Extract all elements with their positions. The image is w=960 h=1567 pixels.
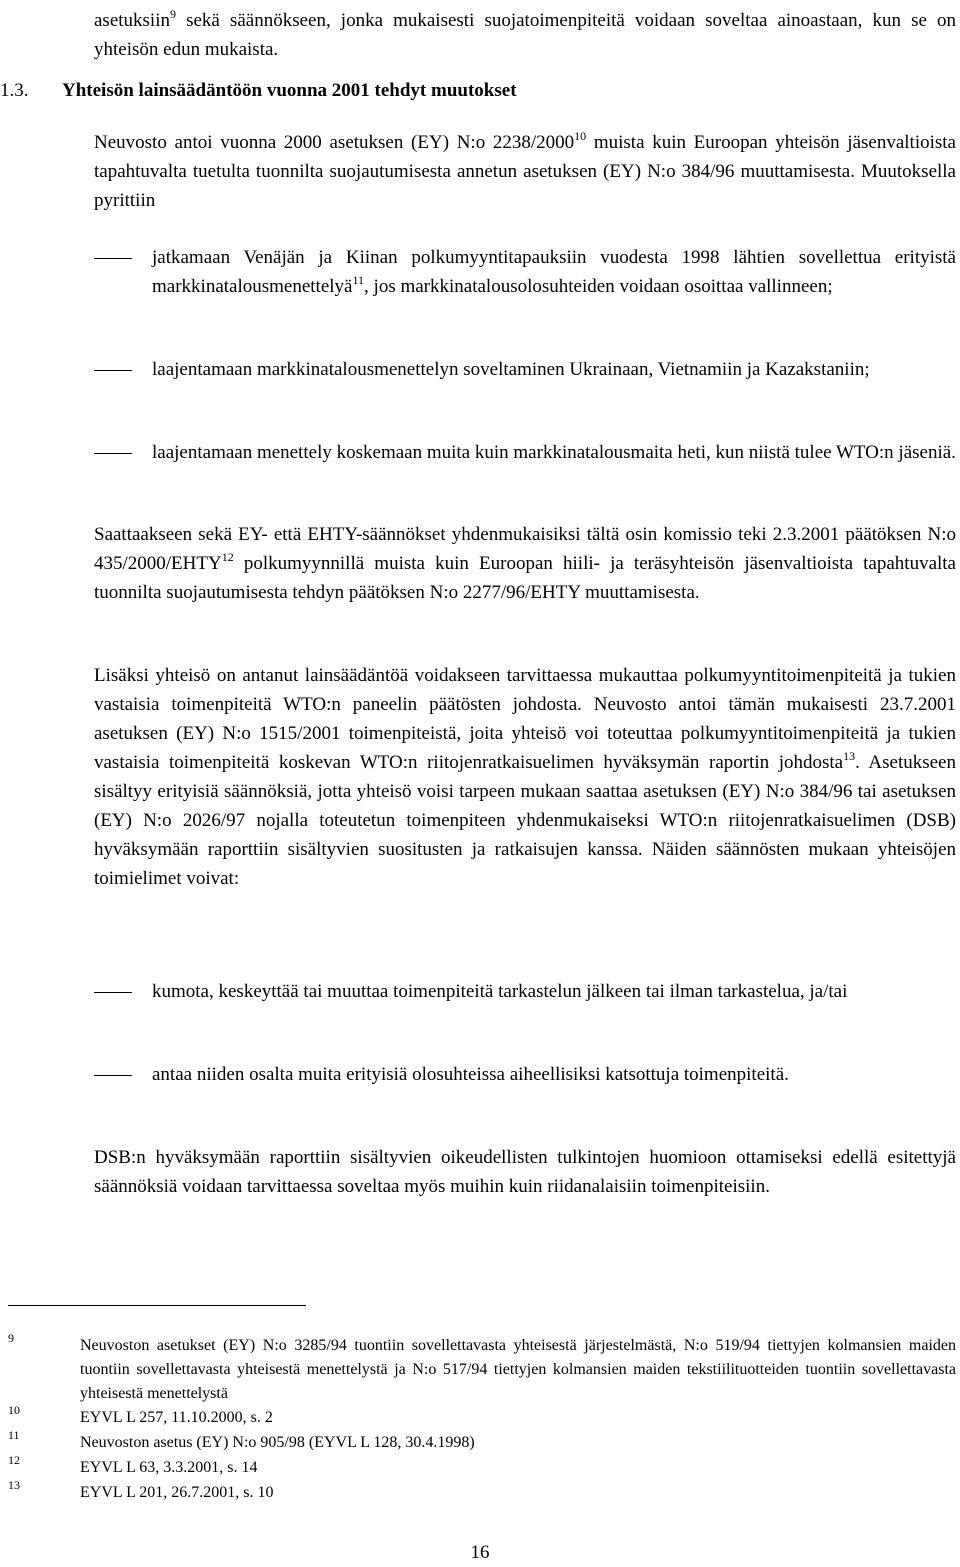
paragraph-3 [94,661,956,893]
intro-paragraph [94,6,956,64]
intro-text-a: asetuksiin [94,10,170,31]
footnote-number: 11 [8,1428,20,1442]
list-item [94,243,956,301]
para3-text-a: Lisäksi yhteisö on antanut lainsäädäntöä voidakseen tarvittaessa mukauttaa polkumyyntitoimenpiteitä ja tukien vastaisia toimenpiteitä WTO:n paneelin päätösten johdosta. Neuvosto antoi tämän mukaisesti 23.7.2001 asetuksen (EY) N:o 1515/2001 toimenpiteistä, joita yhteisö voi toteuttaa polkumyyntitoimenpiteitä ja tukien vastaisia toimenpiteitä koskevan WTO:n riitojenratkaisuelimen hyväksymän raportin johdosta [94,665,956,773]
dash-bullet [94,453,132,454]
footnote-ref-9: 9 [170,7,176,21]
intro-text-b: sekä säännökseen, jonka mukaisesti suojatoimenpiteitä voidaan soveltaa ainoastaan, kun se on yhteisön edun mukaista. [94,10,956,60]
list-item [94,1060,956,1089]
footnote-number: 9 [8,1331,14,1345]
footnote-number: 12 [8,1453,20,1467]
paragraph-1 [94,128,956,215]
list-item-text: laajentamaan markkinatalousmenettelyn soveltaminen Ukrainaan, Vietnamiin ja Kazakstaniin; [152,359,870,380]
footnote-separator [8,1305,306,1306]
list-item [94,438,956,467]
footnote-13 [8,1478,956,1505]
para1-text-b: muista kuin Euroopan yhteisön jäsenvaltioista tapahtuvalta tuetulta tuonnilta suojautumisesta annetun asetuksen (EY) N:o 384/96 muuttamisesta. Muutoksella pyrittiin [94,132,956,211]
footnote-ref-11: 11 [352,273,365,287]
footnote-text: EYVL L 201, 26.7.2001, s. 10 [80,1484,274,1501]
para2-text-a: Saattaakseen sekä EY- että EHTY-säännökset yhdenmukaisiksi tältä osin komissio teki 2.3.2001 päätöksen N:o 435/2000/EHTY [94,524,956,574]
dash-bullet [94,370,132,371]
footnote-text: Neuvoston asetukset (EY) N:o 3285/94 tuontiin sovellettavasta yhteisestä järjestelmästä, N:o 519/94 tiettyjen kolmansien maiden tuontiin sovellettavasta yhteisestä menettelystä ja N:o 517/94 tiettyjen kolmansien maiden tekstiilituotteiden tuontiin sovellettavasta yhteisestä menettelystä [80,1337,956,1402]
footnote-text: Neuvoston asetus (EY) N:o 905/98 (EYVL L 128, 30.4.1998) [80,1434,475,1451]
para1-text-a: Neuvosto antoi vuonna 2000 asetuksen (EY) N:o 2238/2000 [94,132,575,153]
footnote-text: EYVL L 257, 11.10.2000, s. 2 [80,1409,273,1426]
section-title: Yhteisön lainsäädäntöön vuonna 2001 tehdyt muutokset [62,80,517,101]
list-item-text: antaa niiden osalta muita erityisiä olosuhteissa aiheellisiksi katsottuja toimenpiteitä. [152,1064,789,1085]
footnote-ref-13: 13 [843,749,856,763]
section-heading [0,76,900,105]
list-item-text: kumota, keskeyttää tai muuttaa toimenpiteitä tarkastelun jälkeen tai ilman tarkastelua, ja/tai [152,981,848,1002]
footnote-text: EYVL L 63, 3.3.2001, s. 14 [80,1459,258,1476]
para3-text-b: . Asetukseen sisältyy erityisiä säännöksiä, jotta yhteisö voisi tarpeen mukaan saattaa asetuksen (EY) N:o 384/96 tai asetuksen (EY) N:o 2026/97 nojalla toteutetun toimenpiteen yhdenmukaiseksi WTO:n riitojenratkaisuelimen (DSB) hyväksymään raporttiin sisältyvien suositusten ja ratkaisujen kanssa. Näiden säännösten mukaan yhteisöjen toimielimet voivat: [94,752,956,889]
footnote-9 [8,1331,956,1406]
dash-bullet [94,1075,132,1076]
list-item [94,977,956,1006]
list-item-text: jatkamaan Venäjän ja Kiinan polkumyyntitapauksiin vuodesta 1998 lähtien sovellettua erityistä markkinatalousmenettelyä$^{11}$, jos markkinatalousolosuhteiden voidaan osoittaa vallinneen; [152,247,956,297]
paragraph-2 [94,520,956,607]
footnote-10 [8,1403,956,1430]
footnote-ref-12: 12 [221,550,234,564]
page-number: 16 [470,1542,490,1563]
footnote-11 [8,1428,956,1455]
list-item-text: laajentamaan menettely koskemaan muita kuin markkinatalousmaita heti, kun niistä tulee WTO:n jäseniä. [152,442,956,463]
dash-bullet [94,258,132,259]
dash-bullet [94,992,132,993]
para2-text-b: polkumyynnillä muista kuin Euroopan hiili- ja teräsyhteisön jäsenvaltioista tapahtuvalta tuonnilta suojautumisesta tehdyn päätöksen N:o 2277/96/EHTY muuttamisesta. [94,553,956,603]
section-number: 1.3. [0,80,29,101]
footnote-12 [8,1453,956,1480]
footnote-number: 10 [8,1403,20,1417]
footnote-number: 13 [8,1478,20,1492]
list-item [94,355,956,384]
footnote-ref-10: 10 [574,129,587,143]
paragraph-4: DSB:n hyväksymään raporttiin sisältyvien oikeudellisten tulkintojen huomioon ottamiseksi edellä esitettyjä säännöksiä voidaan tarvittaessa soveltaa myös muihin kuin riidanalaisiin toimenpiteisiin. [94,1147,956,1197]
